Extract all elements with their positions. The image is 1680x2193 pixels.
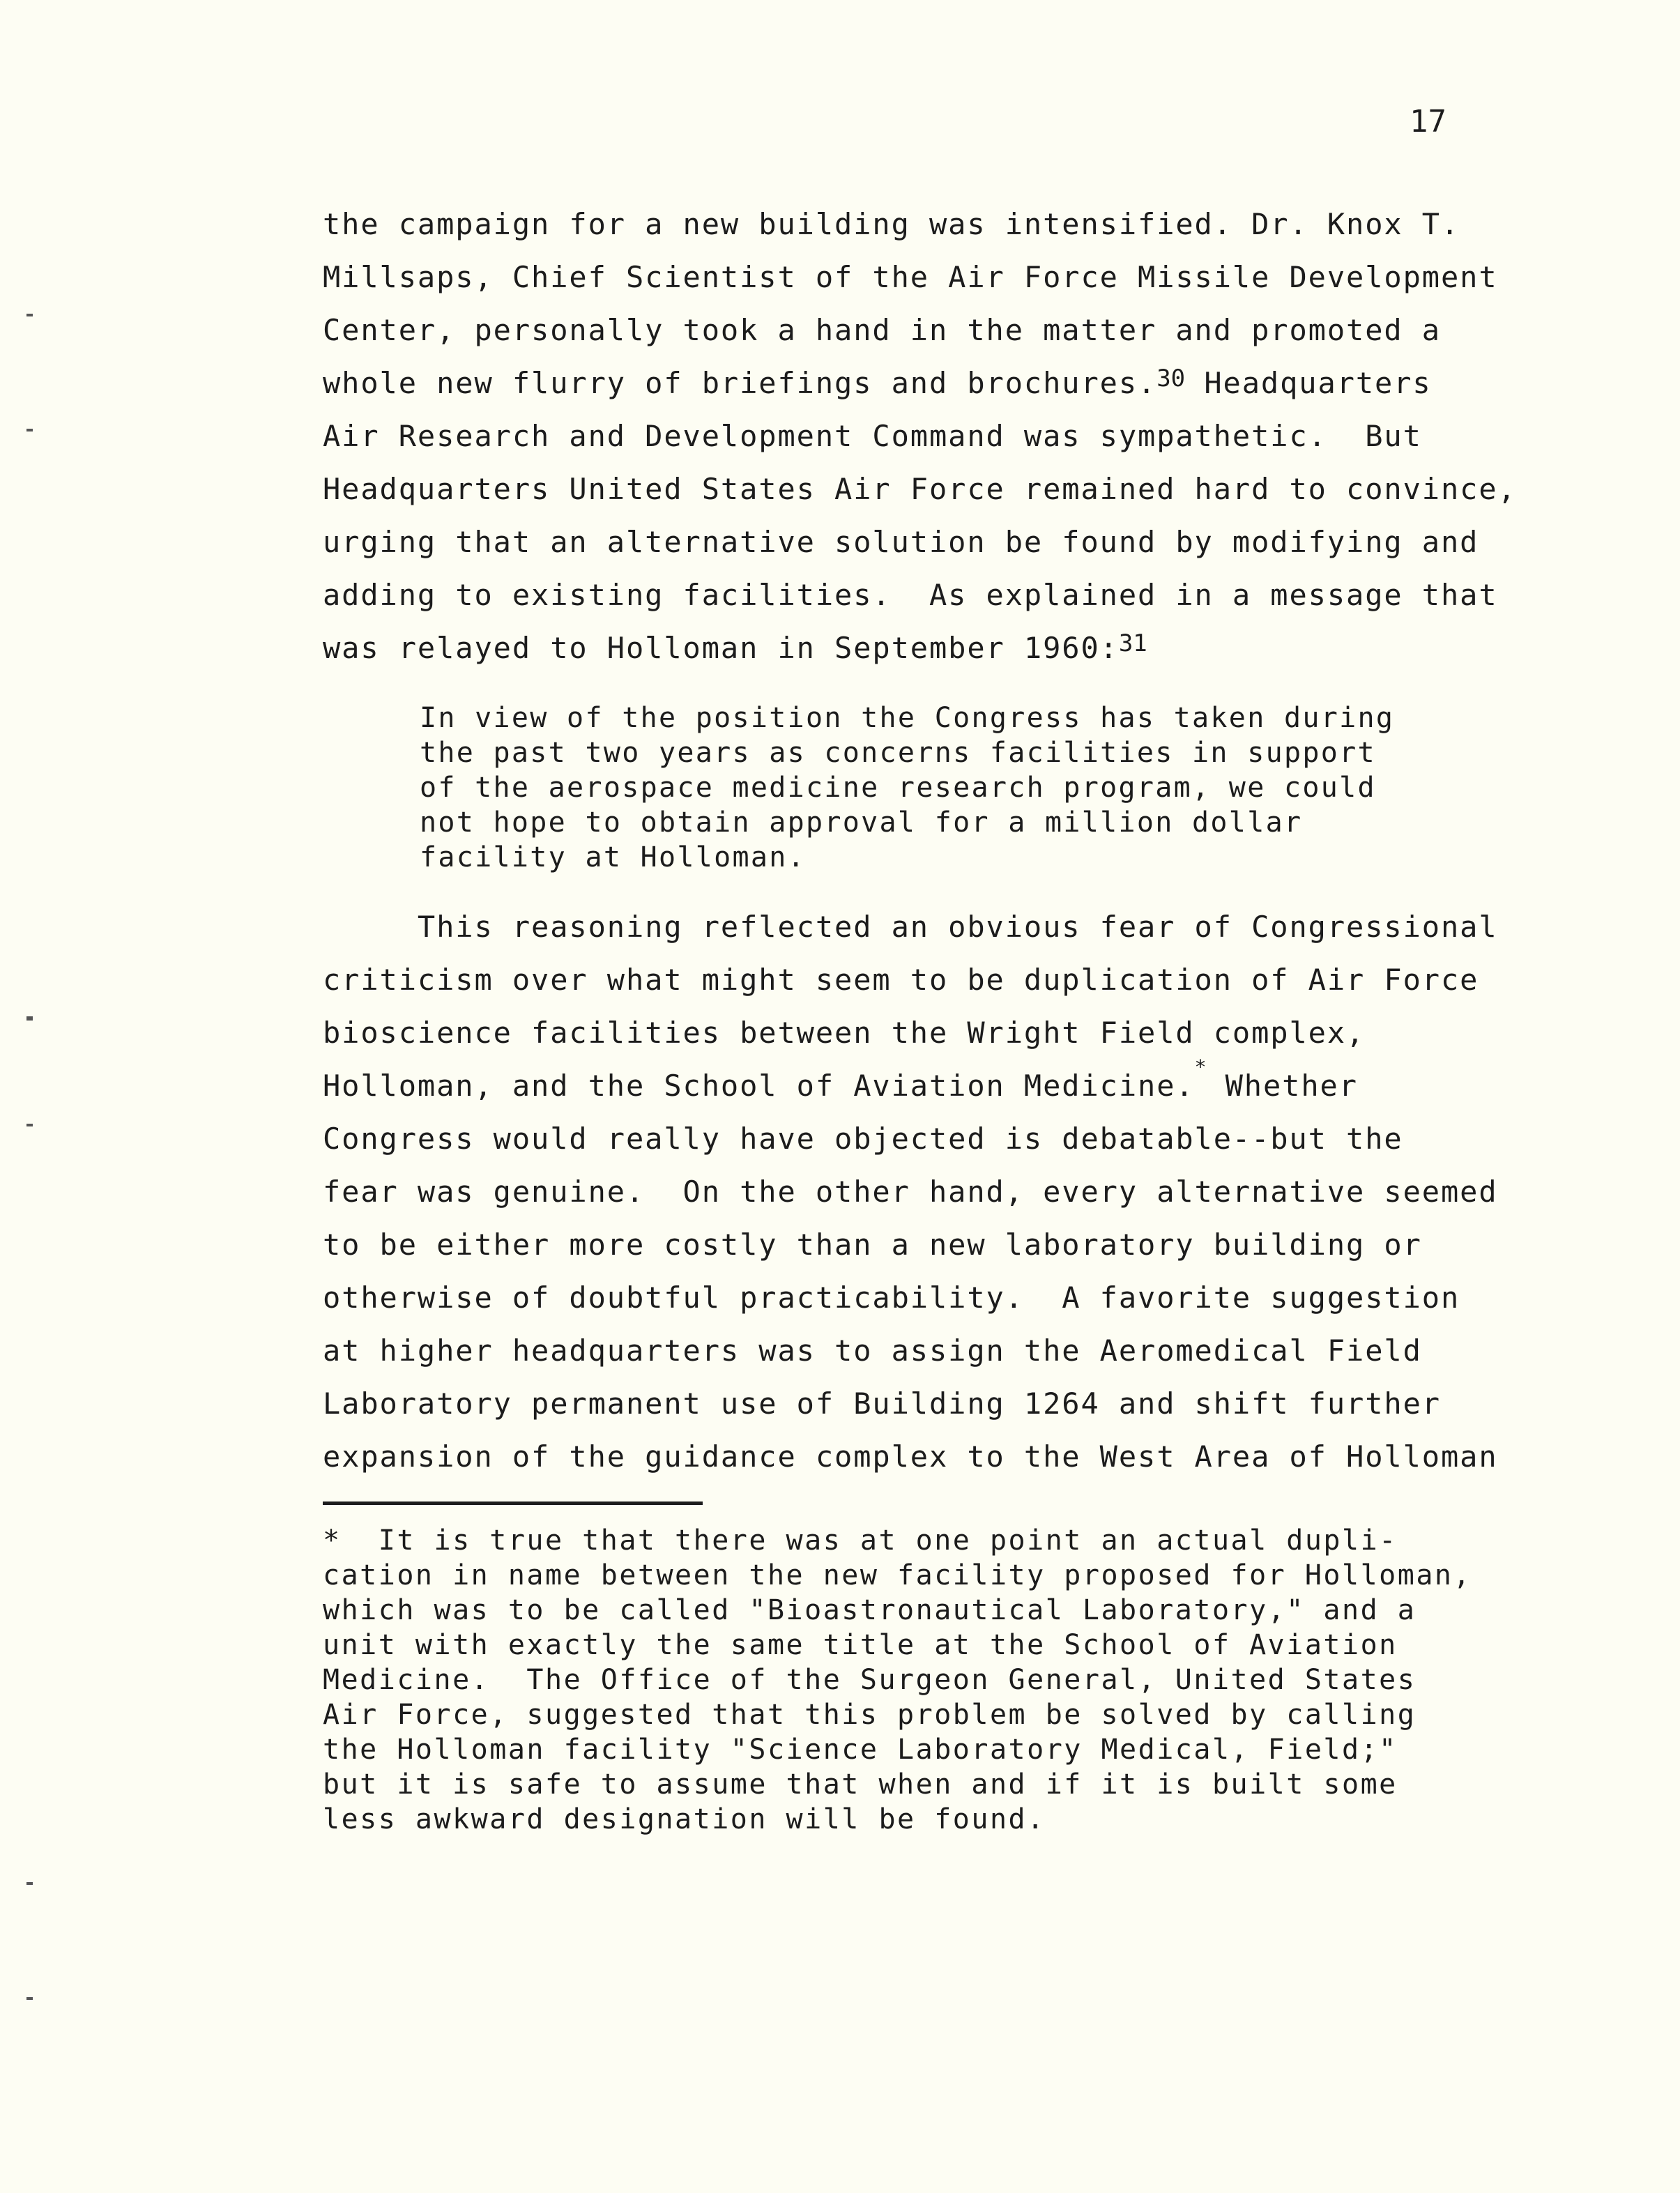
footnote-line: cation in name between the new facility proposed for Holloman, [323,1559,1472,1591]
footnote-reference: 30 [1156,365,1186,392]
page-number: 17 [1410,104,1446,139]
body-line [323,631,1147,666]
body-line: expansion of the guidance complex to the West Area of Holloman [323,1439,1498,1474]
quote-line: the past two years as concerns facilities in support [420,737,1376,769]
body-line: Millsaps, Chief Scientist of the Air Force Missile Development [323,260,1498,294]
body-line: otherwise of doubtful practicability. A favorite suggestion [323,1281,1460,1315]
body-line: adding to existing facilities. As explained in a message that [323,578,1498,612]
body-text: whole new flurry of briefings and brochures. [323,366,1157,400]
body-line: This reasoning reflected an obvious fear of Congressional [323,910,1498,944]
body-line: Laboratory permanent use of Building 1264 and shift further [323,1386,1441,1421]
body-line: urging that an alternative solution be found by modifying and [323,525,1479,559]
body-line: Center, personally took a hand in the matter and promoted a [323,313,1441,347]
margin-mark [26,314,33,316]
quote-line: not hope to obtain approval for a million dollar [420,807,1303,839]
body-line [323,1055,1358,1107]
quote-line: In view of the position the Congress has taken during [420,702,1395,734]
footnote-marker: * [1194,1055,1207,1078]
footnote-line: but it is safe to assume that when and if it is built some [323,1768,1398,1801]
body-text: Holloman, and the School of Aviation Medicine. [323,1069,1195,1103]
body-line: to be either more costly than a new laboratory building or [323,1228,1422,1262]
footnote-line: less awkward designation will be found. [323,1803,1046,1835]
body-text: was relayed to Holloman in September 1960: [323,631,1119,665]
footnote-line: unit with exactly the same title at the School of Aviation [323,1629,1398,1661]
footnote-line: Air Force, suggested that this problem be solved by calling [323,1699,1416,1731]
margin-mark [26,429,33,431]
quote-line: facility at Holloman. [420,841,807,873]
footnote-line: the Holloman facility "Science Laboratory Medical, Field;" [323,1734,1398,1766]
body-line [323,366,1432,401]
margin-mark [26,1997,33,2000]
footnote-reference: 31 [1118,629,1147,657]
body-line: bioscience facilities between the Wright Field complex, [323,1016,1366,1050]
body-line: Headquarters United States Air Force remained hard to convince, [323,472,1517,506]
footnote-separator [323,1502,703,1505]
body-line: fear was genuine. On the other hand, every alternative seemed [323,1175,1498,1209]
body-text: Headquarters [1185,366,1432,400]
body-line: Congress would really have objected is debatable--but the [323,1122,1403,1156]
body-line: the campaign for a new building was intensified. Dr. Knox T. [323,207,1460,241]
body-line: criticism over what might seem to be duplication of Air Force [323,963,1479,997]
margin-mark [26,1016,33,1021]
body-line: Air Research and Development Command was sympathetic. But [323,419,1422,453]
margin-mark [26,1124,33,1126]
footnote-line: which was to be called "Bioastronautical Laboratory," and a [323,1594,1416,1626]
body-line: at higher headquarters was to assign the Aeromedical Field [323,1334,1422,1368]
body-text: Whether [1206,1069,1358,1103]
quote-line: of the aerospace medicine research program, we could [420,772,1376,804]
footnote-line: Medicine. The Office of the Surgeon General, United States [323,1664,1416,1696]
margin-mark [26,1882,33,1885]
footnote-line: * It is true that there was at one point an actual dupli- [323,1525,1398,1557]
